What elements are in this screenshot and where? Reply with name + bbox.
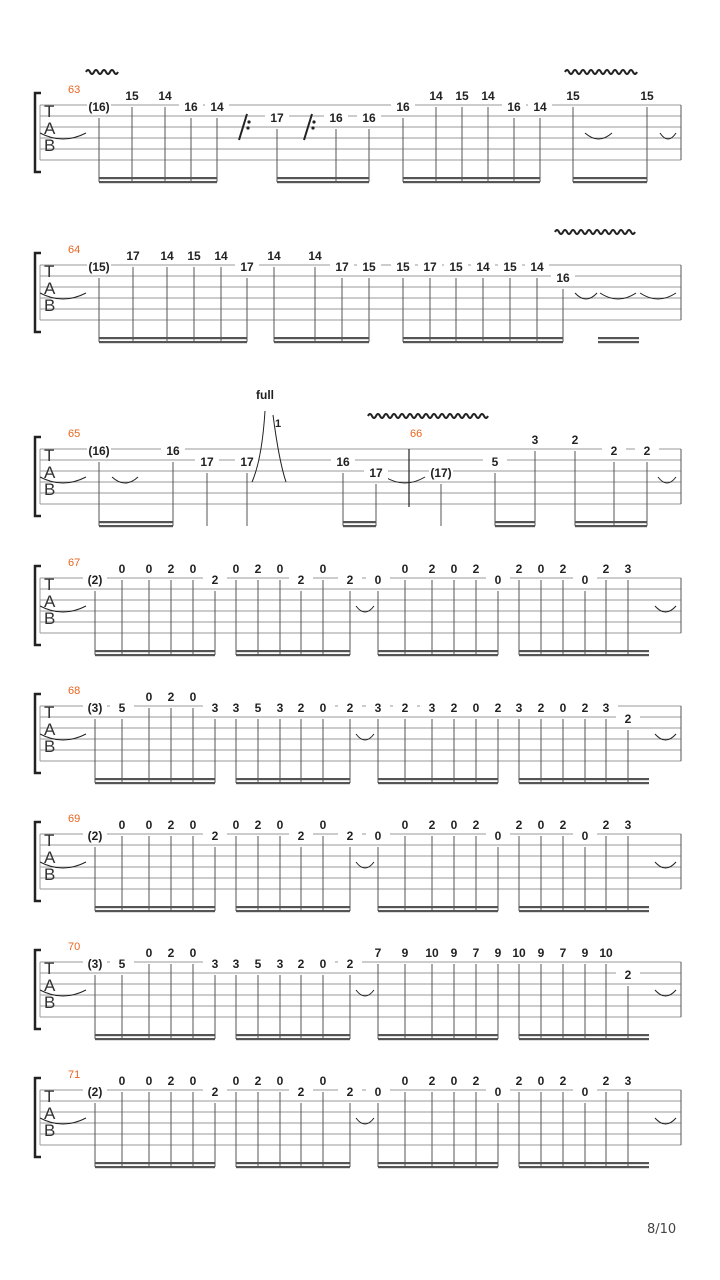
beam (236, 1034, 350, 1036)
fret-number: 0 (145, 946, 153, 960)
tab-clef-letter: B (44, 993, 56, 1012)
fret-number: 0 (319, 818, 327, 832)
fret-number: 2 (450, 701, 458, 715)
fret-number: 2 (559, 1074, 567, 1088)
fret-number: 2 (602, 818, 610, 832)
fret-number: 3 (276, 701, 284, 715)
fret-number: 2 (624, 712, 632, 726)
tab-clef-letter: T (44, 575, 55, 594)
fret-number: 0 (232, 818, 240, 832)
beam (573, 177, 647, 179)
fret-number: 0 (118, 1074, 126, 1088)
fret-number: 2 (254, 562, 262, 576)
fret-number: 3 (624, 1074, 632, 1088)
fret-number: 0 (189, 818, 197, 832)
fret-number: 7 (559, 946, 567, 960)
fret-number: 0 (472, 701, 480, 715)
fret-number: 2 (254, 1074, 262, 1088)
vibrato-mark (86, 70, 118, 74)
beam (236, 906, 350, 908)
measure-number: 67 (68, 557, 81, 569)
beam (378, 906, 498, 908)
fret-number: 0 (494, 573, 502, 587)
beam (519, 906, 649, 908)
fret-number: 5 (254, 957, 262, 971)
beam (95, 1166, 215, 1168)
beam (236, 1038, 350, 1040)
beam (99, 341, 247, 343)
fret-number: 16 (166, 444, 180, 458)
beam (277, 181, 369, 183)
fret-number: 0 (537, 1074, 545, 1088)
tab-clef-letter: B (44, 136, 56, 155)
fret-number: 0 (319, 1074, 327, 1088)
fret-number: 2 (254, 818, 262, 832)
tab-clef-letter: B (44, 865, 56, 884)
beam (403, 177, 540, 179)
fret-number: 17 (240, 260, 254, 274)
beam (378, 782, 498, 784)
fret-number: 0 (450, 1074, 458, 1088)
fret-number: 14 (158, 89, 172, 103)
beam (378, 654, 498, 656)
fret-number: 0 (450, 562, 458, 576)
beam (274, 341, 369, 343)
fret-number: 17 (126, 249, 140, 263)
fret-number: 7 (472, 946, 480, 960)
fret-number: 0 (374, 573, 382, 587)
measure-number: 64 (68, 244, 81, 256)
tab-clef-letter: B (44, 480, 56, 499)
fret-number: 2 (602, 562, 610, 576)
fret-number: 2 (472, 562, 480, 576)
fret-number: 7 (374, 946, 382, 960)
tab-clef-letter: B (44, 1121, 56, 1140)
beam (519, 650, 649, 652)
bend-release-value: 1 (275, 418, 282, 430)
beam (236, 778, 350, 780)
fret-number: 14 (476, 260, 490, 274)
fret-number: 14 (530, 260, 544, 274)
beam (519, 778, 649, 780)
fret-number: 0 (537, 818, 545, 832)
fret-number: 0 (401, 562, 409, 576)
tab-clef-letter: A (44, 119, 56, 138)
fret-number: 16 (329, 111, 343, 125)
page-number: 8/10 (647, 1222, 677, 1237)
measure-number: 71 (68, 1069, 81, 1081)
fret-number: 0 (401, 818, 409, 832)
beam (378, 1166, 498, 1168)
fret-number: 0 (494, 829, 502, 843)
fret-number: 17 (423, 260, 437, 274)
fret-number: 0 (537, 562, 545, 576)
beam (236, 654, 350, 656)
fret-number: 3 (624, 818, 632, 832)
fret-number: 2 (211, 1085, 219, 1099)
beam (95, 778, 215, 780)
beam (378, 910, 498, 912)
beam (378, 1034, 498, 1036)
fret-number: 0 (189, 1074, 197, 1088)
fret-number: 15 (566, 89, 580, 103)
fret-number: 9 (401, 946, 409, 960)
fret-number: 0 (276, 562, 284, 576)
fret-number: 0 (581, 573, 589, 587)
fret-number: 5 (254, 701, 262, 715)
fret-number: 3 (374, 701, 382, 715)
fret-number: 17 (200, 455, 214, 469)
beam (95, 1038, 215, 1040)
fret-number: 14 (160, 249, 174, 263)
fret-number: 2 (346, 573, 354, 587)
fret-number: (16) (88, 444, 110, 458)
fret-number: 14 (533, 100, 547, 114)
beam (378, 650, 498, 652)
tab-clef-letter: A (44, 279, 56, 298)
fret-number: 5 (118, 957, 126, 971)
fret-number: (3) (87, 957, 103, 971)
fret-number: 15 (449, 260, 463, 274)
fret-number: 2 (167, 946, 175, 960)
fret-number: 2 (297, 573, 305, 587)
fret-number: 15 (187, 249, 201, 263)
fret-number: (15) (88, 260, 110, 274)
fret-number: 0 (145, 690, 153, 704)
fret-number: 15 (396, 260, 410, 274)
vibrato-mark (565, 70, 637, 74)
fret-number: 2 (581, 701, 589, 715)
beam (403, 337, 563, 339)
beam (95, 1162, 215, 1164)
fret-number: 16 (556, 271, 570, 285)
tab-clef-letter: A (44, 592, 56, 611)
fret-number: 0 (232, 1074, 240, 1088)
fret-number: 17 (369, 466, 383, 480)
fret-number: 2 (346, 701, 354, 715)
fret-number: 10 (512, 946, 526, 960)
fret-number: 2 (346, 957, 354, 971)
fret-number: 0 (118, 818, 126, 832)
fret-number: 14 (210, 100, 224, 114)
beam (95, 782, 215, 784)
beam (99, 337, 247, 339)
fret-number: 0 (494, 1085, 502, 1099)
fret-number: 2 (515, 818, 523, 832)
fret-number: 9 (581, 946, 589, 960)
vibrato-mark (555, 230, 635, 234)
beam (95, 654, 215, 656)
fret-number: 3 (232, 701, 240, 715)
fret-number: 2 (297, 701, 305, 715)
beam (236, 1162, 350, 1164)
fret-number: 2 (211, 829, 219, 843)
beam (519, 1038, 649, 1040)
tab-clef-letter: A (44, 1104, 56, 1123)
fret-number: 3 (276, 957, 284, 971)
fret-number: 2 (571, 433, 579, 447)
fret-number: 17 (240, 455, 254, 469)
fret-number: 0 (145, 1074, 153, 1088)
fret-number: 16 (362, 111, 376, 125)
fret-number: 0 (319, 957, 327, 971)
fret-number: (2) (87, 1085, 103, 1099)
beam (99, 177, 217, 179)
tremolo-dot (311, 126, 314, 129)
beam (95, 1034, 215, 1036)
fret-number: 0 (581, 829, 589, 843)
fret-number: 2 (643, 444, 651, 458)
fret-number: 5 (118, 701, 126, 715)
fret-number: 0 (145, 562, 153, 576)
tab-clef-letter: B (44, 296, 56, 315)
fret-number: 14 (267, 249, 281, 263)
fret-number: 0 (276, 818, 284, 832)
beam (378, 1038, 498, 1040)
fret-number: 2 (401, 701, 409, 715)
beam (99, 181, 217, 183)
fret-number: 2 (346, 829, 354, 843)
fret-number: 0 (581, 1085, 589, 1099)
fret-number: 10 (425, 946, 439, 960)
fret-number: 2 (624, 968, 632, 982)
tremolo-dot (246, 126, 249, 129)
fret-number: 3 (515, 701, 523, 715)
fret-number: 17 (335, 260, 349, 274)
fret-number: 9 (494, 946, 502, 960)
tremolo-dot (312, 120, 315, 123)
beam (95, 906, 215, 908)
fret-number: 14 (481, 89, 495, 103)
beam (378, 1162, 498, 1164)
beam (403, 181, 540, 183)
beam (274, 337, 369, 339)
beam (343, 521, 376, 523)
fret-number: 14 (214, 249, 228, 263)
fret-number: 2 (428, 1074, 436, 1088)
fret-number: 2 (494, 701, 502, 715)
fret-number: 2 (472, 818, 480, 832)
fret-number: 0 (189, 690, 197, 704)
fret-number: 2 (559, 562, 567, 576)
fret-number: 2 (602, 1074, 610, 1088)
fret-number: 2 (297, 829, 305, 843)
fret-number: 10 (599, 946, 613, 960)
tab-clef-letter: T (44, 831, 55, 850)
beam (99, 521, 173, 523)
fret-number: 2 (428, 562, 436, 576)
fret-number: 2 (346, 1085, 354, 1099)
measure-number: 65 (68, 428, 81, 440)
beam (519, 654, 649, 656)
tab-clef-letter: T (44, 703, 55, 722)
beam (573, 181, 647, 183)
fret-number: 2 (472, 1074, 480, 1088)
fret-number: 2 (167, 562, 175, 576)
fret-number: 14 (429, 89, 443, 103)
fret-number: 0 (276, 1074, 284, 1088)
beam (519, 910, 649, 912)
fret-number: 2 (167, 1074, 175, 1088)
beam (403, 341, 563, 343)
fret-number: 2 (428, 818, 436, 832)
beam (95, 910, 215, 912)
fret-number: 2 (559, 818, 567, 832)
tab-clef-letter: A (44, 720, 56, 739)
fret-number: 0 (189, 562, 197, 576)
fret-number: 5 (491, 455, 499, 469)
fret-number: 0 (374, 829, 382, 843)
measure-number: 69 (68, 813, 81, 825)
fret-number: 14 (308, 249, 322, 263)
beam (343, 525, 376, 527)
fret-number: 9 (537, 946, 545, 960)
fret-number: 2 (167, 690, 175, 704)
fret-number: 0 (118, 562, 126, 576)
measure-number: 70 (68, 941, 81, 953)
fret-number: 0 (145, 818, 153, 832)
fret-number: (17) (430, 466, 452, 480)
beam (236, 650, 350, 652)
fret-number: 2 (297, 957, 305, 971)
beam (598, 341, 639, 343)
fret-number: 2 (515, 562, 523, 576)
tab-clef-letter: B (44, 737, 56, 756)
fret-number: 0 (319, 562, 327, 576)
beam (277, 177, 369, 179)
beam (236, 1166, 350, 1168)
fret-number: 0 (319, 701, 327, 715)
tab-clef-letter: T (44, 446, 55, 465)
measure-number: 66 (410, 428, 423, 440)
measure-number: 63 (68, 84, 81, 96)
fret-number: 3 (602, 701, 610, 715)
measure-number: 68 (68, 685, 81, 697)
fret-number: 15 (640, 89, 654, 103)
beam (519, 1166, 649, 1168)
tab-clef-letter: B (44, 609, 56, 628)
tab-clef-letter: A (44, 848, 56, 867)
fret-number: 16 (396, 100, 410, 114)
fret-number: 3 (211, 701, 219, 715)
fret-number: (2) (87, 573, 103, 587)
tremolo-dot (247, 120, 250, 123)
fret-number: 2 (211, 573, 219, 587)
fret-number: 0 (374, 1085, 382, 1099)
fret-number: 2 (515, 1074, 523, 1088)
fret-number: 3 (624, 562, 632, 576)
fret-number: 3 (531, 433, 539, 447)
bend-label: full (256, 388, 274, 402)
tab-clef-letter: T (44, 262, 55, 281)
fret-number: 0 (189, 946, 197, 960)
fret-number: 3 (232, 957, 240, 971)
fret-number: 3 (211, 957, 219, 971)
fret-number: 2 (537, 701, 545, 715)
fret-number: 15 (503, 260, 517, 274)
beam (495, 521, 535, 523)
fret-number: 16 (507, 100, 521, 114)
fret-number: 16 (184, 100, 198, 114)
beam (99, 525, 173, 527)
tab-clef-letter: A (44, 463, 56, 482)
fret-number: 16 (336, 455, 350, 469)
fret-number: 2 (297, 1085, 305, 1099)
tab-clef-letter: T (44, 1087, 55, 1106)
fret-number: 15 (362, 260, 376, 274)
beam (575, 525, 647, 527)
fret-number: (2) (87, 829, 103, 843)
fret-number: (16) (88, 100, 110, 114)
beam (236, 782, 350, 784)
fret-number: 0 (401, 1074, 409, 1088)
fret-number: 15 (125, 89, 139, 103)
tab-clef-letter: T (44, 102, 55, 121)
beam (575, 521, 647, 523)
tab-clef-letter: T (44, 959, 55, 978)
beam (236, 910, 350, 912)
vibrato-mark (368, 414, 488, 418)
beam (519, 1034, 649, 1036)
beam (519, 782, 649, 784)
beam (378, 778, 498, 780)
fret-number: 15 (455, 89, 469, 103)
beam (598, 337, 639, 339)
fret-number: 9 (450, 946, 458, 960)
fret-number: 0 (559, 701, 567, 715)
fret-number: 3 (428, 701, 436, 715)
beam (495, 525, 535, 527)
fret-number: (3) (87, 701, 103, 715)
fret-number: 2 (610, 444, 618, 458)
fret-number: 2 (167, 818, 175, 832)
fret-number: 0 (232, 562, 240, 576)
fret-number: 17 (270, 111, 284, 125)
beam (519, 1162, 649, 1164)
fret-number: 0 (450, 818, 458, 832)
tab-clef-letter: A (44, 976, 56, 995)
beam (95, 650, 215, 652)
